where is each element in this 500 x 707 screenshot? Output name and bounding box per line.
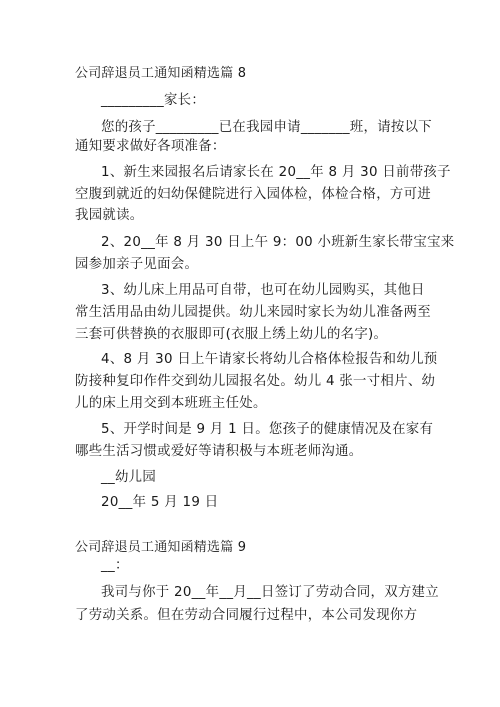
salutation-line: _________家长：	[101, 93, 206, 108]
item-5-line-2: 哪些生活习惯或爱好等请积极与本班老师沟通。	[75, 444, 363, 459]
item-1-line-2: 空腹到就近的妇幼保健院进行入园体检，体检合格，方可进	[75, 187, 431, 202]
item-5-line-1: 5、开学时间是 9 月 1 日。您孩子的健康情况及在家有	[101, 422, 434, 437]
item-4-line-2: 防接种复印作件交到幼儿园报名处。幼儿 4 张一寸相片、幼	[75, 374, 436, 389]
item-4-line-1: 4、8 月 30 日上午请家长将幼儿合格体检报告和幼儿预	[101, 352, 438, 367]
item-3-line-1: 3、幼儿床上用品可自带，也可在幼儿园购买，其他日	[101, 283, 425, 298]
item-3-line-2: 常生活用品由幼儿园提供。幼儿来园时家长为幼儿准备两至	[75, 305, 431, 320]
item-1-line-1: 1、新生来园报名后请家长在 20__年 8 月 30 日前带孩子	[101, 165, 451, 180]
item-2-line-1: 2、20__年 8 月 30 日上午 9：00 小班新生家长带宝宝来	[101, 235, 455, 250]
section-8-title: 公司辞退员工通知函精选篇 8	[75, 66, 247, 81]
signature-kindergarten: __幼儿园	[101, 470, 157, 485]
recipient-line: __：	[101, 558, 129, 573]
item-3-line-3: 三套可供替换的衣服即可(衣服上绣上幼儿的名字)。	[75, 327, 388, 342]
section-9-title: 公司辞退员工通知函精选篇 9	[75, 540, 247, 555]
paragraph-intro-line-1: 您的孩子_________已在我园申请_______班，请按以下	[101, 120, 432, 135]
paragraph-intro-line-2: 通知要求做好各项准备：	[75, 139, 226, 154]
item-2-line-2: 园参加亲子见面会。	[75, 257, 199, 272]
paragraph-line-1: 我司与你于 20__年__月__日签订了劳动合同，双方建立	[101, 585, 439, 600]
signature-date: 20__年 5 月 19 日	[101, 495, 219, 510]
paragraph-line-2: 了劳动关系。但在劳动合同履行过程中，本公司发现你方	[75, 608, 418, 623]
item-1-line-3: 我园就读。	[75, 208, 144, 223]
item-4-line-3: 儿的床上用交到本班班主任处。	[75, 396, 267, 411]
